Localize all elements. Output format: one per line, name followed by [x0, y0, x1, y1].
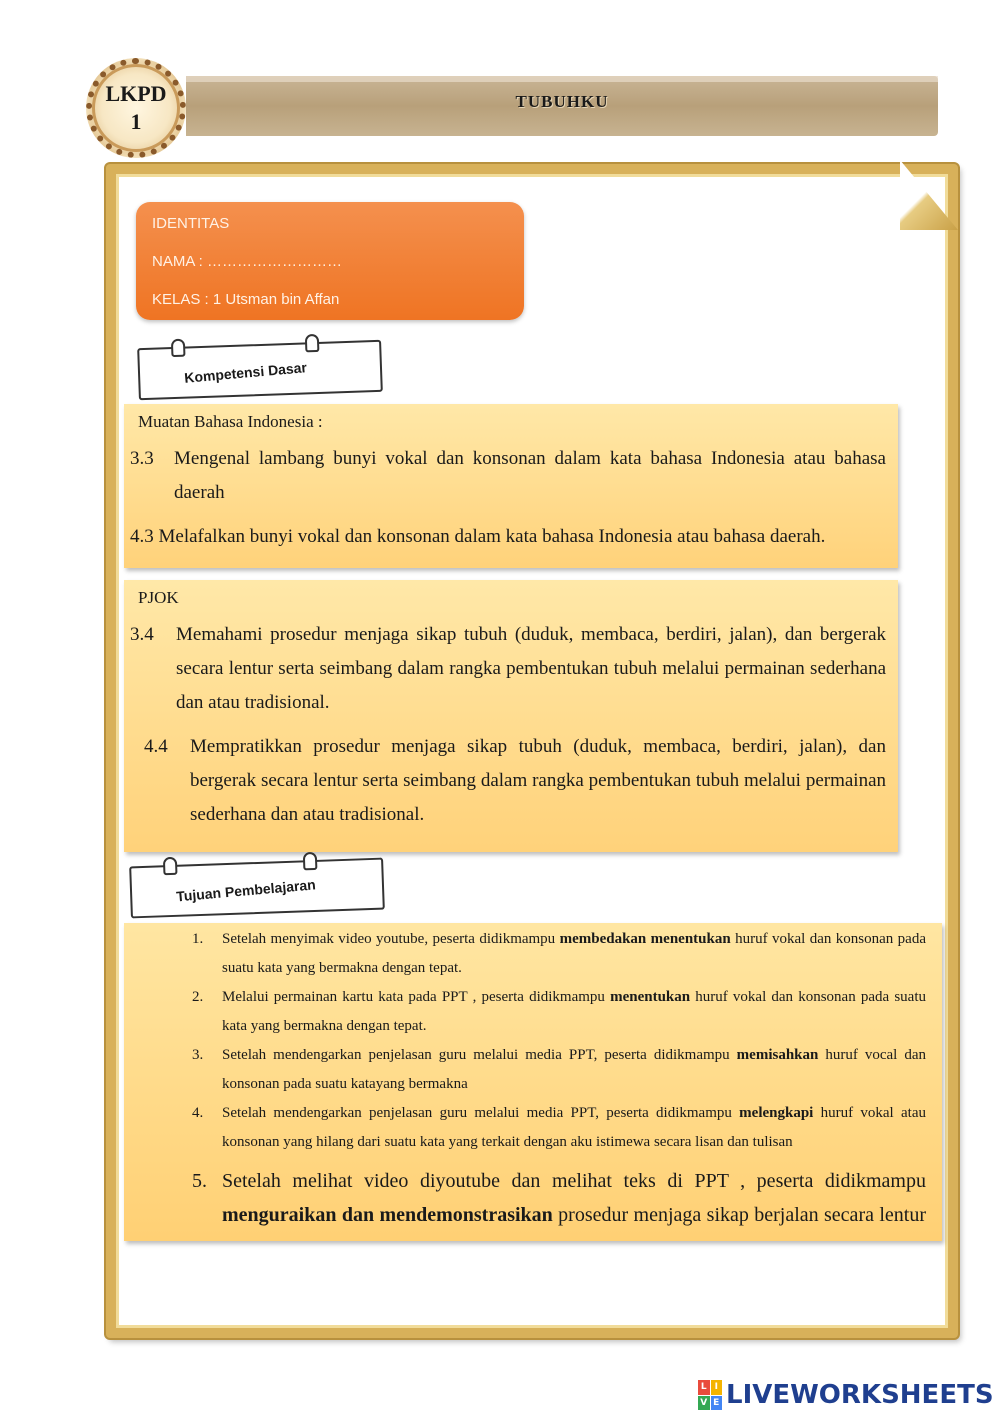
kd-number: 4.4 — [144, 736, 168, 757]
kompetensi-dasar-label — [137, 340, 383, 400]
badge-line1: LKPD — [105, 81, 167, 106]
goal-item — [192, 1099, 926, 1157]
goal-text: Setelah mendengarkan penjelasan guru melalui media PPT, peserta didikmampu memisahkan huruf vocal dan konsonan pada suatu katayang bermakna — [222, 1047, 926, 1092]
kd-item — [144, 730, 886, 832]
lkpd-badge — [86, 58, 186, 158]
goal-text: Setelah menyimak video youtube, peserta didikmampu membedakan menentukan huruf vokal dan konsonan pada suatu kata yang bermakna dengan tepat. — [222, 931, 926, 976]
class-field: KELAS : 1 Utsman bin Affan — [152, 291, 340, 308]
kd-number: 3.4 — [130, 624, 154, 645]
kd-text: Memahami prosedur menjaga sikap tubuh (duduk, membaca, berdiri, jalan), dan bergerak secara lentur serta seimbang dalam rangka pembentukan tubuh melalui permainan sederhana dan atau tradisional. — [176, 624, 886, 713]
kd-item — [130, 618, 886, 720]
badge-line2: 1 — [130, 109, 142, 134]
kd-text: Mengenal lambang bunyi vokal dan konsonan dalam kata bahasa Indonesia atau bahasa daerah — [174, 448, 886, 503]
goal-number: 3. — [192, 1047, 204, 1063]
tujuan-pembelajaran-text: Tujuan Pembelajaran — [175, 876, 317, 905]
goal-text: Setelah mendengarkan penjelasan guru melalui media PPT, peserta didikmampu melengkapi huruf vokal atau konsonan yang hilang dari suatu kata yang terkait dengan aku istimewa secara lisan dan tulisan — [222, 1105, 926, 1150]
goal-text: Setelah melihat video diyoutube dan melihat teks di PPT , peserta didikmampu menguraikan dan mendemonstrasikan prosedur menjaga sikap berjalan secara lentur — [222, 1170, 926, 1226]
bahasa-heading: Muatan Bahasa Indonesia : — [138, 412, 323, 431]
title-bar-highlight — [186, 76, 938, 82]
kd-text: Mempratikkan prosedur menjaga sikap tubuh (duduk, membaca, berdiri, jalan), dan bergerak secara lentur serta seimbang dalam rangka pembentukan tubuh melalui permainan sederhana dan atau tradisional. — [190, 736, 886, 825]
goal-number: 2. — [192, 989, 204, 1005]
pjok-heading: PJOK — [138, 588, 179, 607]
kd-text: Melafalkan bunyi vokal dan konsonan dalam kata bahasa Indonesia atau bahasa daerah. — [158, 526, 826, 547]
kd-item — [130, 442, 886, 510]
kompetensi-dasar-text: Kompetensi Dasar — [183, 359, 308, 386]
kd-item — [130, 520, 886, 554]
brand-name: LIVEWORKSHEETS — [726, 1380, 994, 1410]
pjok-box — [124, 580, 898, 852]
goal-item — [192, 983, 926, 1041]
goal-text: Melalui permainan kartu kata pada PPT , peserta didikmampu menentukan huruf vokal dan konsonan pada suatu kata yang bermakna dengan tepat. — [222, 989, 926, 1034]
goal-number: 4. — [192, 1105, 204, 1121]
title-bar — [186, 76, 938, 136]
goal-number: 5. — [192, 1170, 207, 1192]
kd-number: 4.3 — [130, 526, 154, 547]
kd-number: 3.3 — [130, 448, 154, 469]
liveworksheets-logo[interactable] — [698, 1378, 994, 1412]
name-field[interactable]: NAMA : ……………………… — [152, 253, 343, 270]
tujuan-pembelajaran-label — [129, 858, 385, 919]
liveworksheets-icon: L I V E — [698, 1380, 722, 1410]
goal-item — [192, 1041, 926, 1099]
pin-icon — [305, 334, 320, 352]
pin-icon — [171, 339, 186, 357]
identity-heading: IDENTITAS — [152, 215, 230, 232]
pin-icon — [303, 852, 318, 870]
tujuan-box — [124, 923, 942, 1241]
page-title: TUBUHKU — [515, 92, 609, 111]
goal-item — [192, 1164, 926, 1232]
bahasa-indonesia-box — [124, 404, 898, 568]
goal-item — [192, 925, 926, 983]
pin-icon — [163, 857, 178, 875]
identity-box — [136, 202, 524, 320]
goal-number: 1. — [192, 931, 204, 947]
